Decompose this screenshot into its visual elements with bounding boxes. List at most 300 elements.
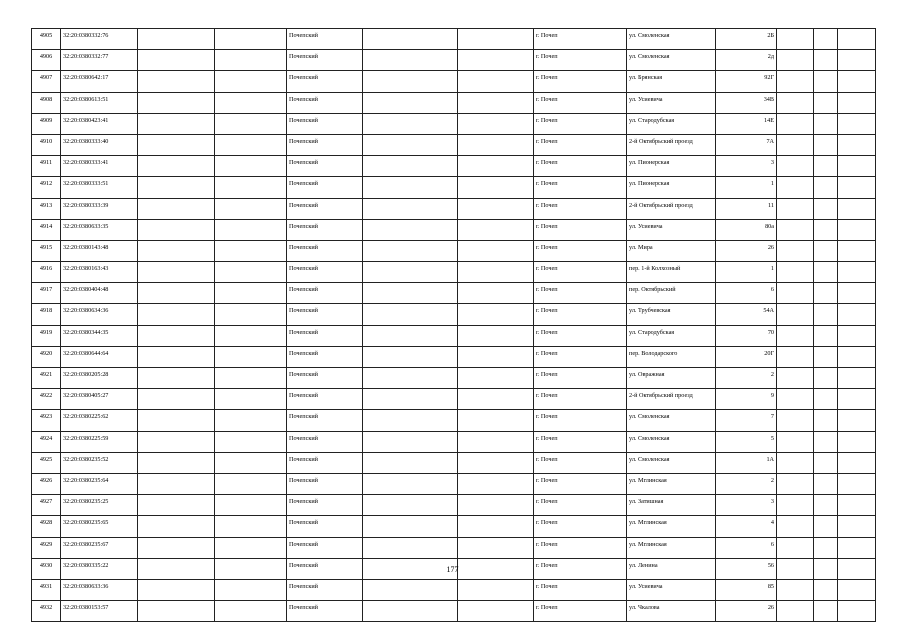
street-name: пер. Володарского <box>627 346 716 367</box>
empty-cell <box>814 92 838 113</box>
row-number: 4913 <box>32 198 61 219</box>
empty-cell <box>777 92 814 113</box>
empty-cell <box>777 325 814 346</box>
table-row <box>32 177 876 198</box>
street-name: ул. Мглинская <box>627 516 716 537</box>
cadastral-number: 32:20:0380405:27 <box>61 389 138 410</box>
street-name: ул. Смоленская <box>627 452 716 473</box>
empty-cell <box>777 346 814 367</box>
house-number: 5 <box>716 431 777 452</box>
empty-cell <box>458 325 534 346</box>
street-name: ул. Усиевича <box>627 92 716 113</box>
district-name: Почепский <box>287 113 363 134</box>
empty-cell <box>814 29 838 50</box>
empty-cell <box>215 177 287 198</box>
empty-cell <box>215 92 287 113</box>
empty-cell <box>215 29 287 50</box>
street-name: ул. Овражная <box>627 368 716 389</box>
empty-cell <box>838 156 876 177</box>
table-row <box>32 368 876 389</box>
empty-cell <box>363 92 458 113</box>
row-number: 4930 <box>32 558 61 579</box>
row-number: 4907 <box>32 71 61 92</box>
table-row <box>32 473 876 494</box>
locality-name: г. Почеп <box>534 240 627 261</box>
empty-cell <box>838 283 876 304</box>
district-name: Почепский <box>287 304 363 325</box>
district-name: Почепский <box>287 389 363 410</box>
empty-cell <box>363 219 458 240</box>
house-number: 56 <box>716 558 777 579</box>
district-name: Почепский <box>287 134 363 155</box>
empty-cell <box>215 346 287 367</box>
empty-cell <box>814 177 838 198</box>
empty-cell <box>215 537 287 558</box>
cadastral-number: 32:20:0380633:36 <box>61 579 138 600</box>
empty-cell <box>138 177 215 198</box>
empty-cell <box>215 50 287 71</box>
empty-cell <box>814 156 838 177</box>
locality-name: г. Почеп <box>534 304 627 325</box>
empty-cell <box>215 325 287 346</box>
locality-name: г. Почеп <box>534 410 627 431</box>
empty-cell <box>458 579 534 600</box>
street-name: 2-й Октябрьский проезд <box>627 198 716 219</box>
locality-name: г. Почеп <box>534 219 627 240</box>
house-number: 26 <box>716 240 777 261</box>
empty-cell <box>814 346 838 367</box>
empty-cell <box>458 452 534 473</box>
row-number: 4921 <box>32 368 61 389</box>
district-name: Почепский <box>287 198 363 219</box>
house-number: 20Г <box>716 346 777 367</box>
row-number: 4906 <box>32 50 61 71</box>
house-number: 4 <box>716 516 777 537</box>
empty-cell <box>215 368 287 389</box>
cadastral-number: 32:20:0380333:39 <box>61 198 138 219</box>
locality-name: г. Почеп <box>534 516 627 537</box>
empty-cell <box>838 537 876 558</box>
empty-cell <box>814 283 838 304</box>
empty-cell <box>138 304 215 325</box>
cadastral-number: 32:20:0380642:17 <box>61 71 138 92</box>
empty-cell <box>838 134 876 155</box>
house-number: 1 <box>716 177 777 198</box>
empty-cell <box>814 452 838 473</box>
table-row <box>32 325 876 346</box>
street-name: ул. Ленина <box>627 558 716 579</box>
empty-cell <box>363 516 458 537</box>
district-name: Почепский <box>287 219 363 240</box>
district-name: Почепский <box>287 431 363 452</box>
empty-cell <box>138 325 215 346</box>
empty-cell <box>838 262 876 283</box>
table-row <box>32 304 876 325</box>
locality-name: г. Почеп <box>534 579 627 600</box>
row-number: 4929 <box>32 537 61 558</box>
empty-cell <box>363 50 458 71</box>
empty-cell <box>838 368 876 389</box>
row-number: 4908 <box>32 92 61 113</box>
house-number: 26 <box>716 601 777 622</box>
empty-cell <box>814 134 838 155</box>
empty-cell <box>814 219 838 240</box>
house-number: 1А <box>716 452 777 473</box>
empty-cell <box>363 473 458 494</box>
empty-cell <box>777 368 814 389</box>
house-number: 92Г <box>716 71 777 92</box>
street-name: ул. Стародубская <box>627 325 716 346</box>
street-name: ул. Пионерская <box>627 156 716 177</box>
empty-cell <box>138 368 215 389</box>
house-number: 9 <box>716 389 777 410</box>
cadastral-number: 32:20:0380143:48 <box>61 240 138 261</box>
district-name: Почепский <box>287 516 363 537</box>
cadastral-number: 32:20:0380634:36 <box>61 304 138 325</box>
locality-name: г. Почеп <box>534 325 627 346</box>
row-number: 4931 <box>32 579 61 600</box>
empty-cell <box>814 240 838 261</box>
empty-cell <box>458 601 534 622</box>
empty-cell <box>363 452 458 473</box>
empty-cell <box>777 113 814 134</box>
empty-cell <box>458 304 534 325</box>
empty-cell <box>138 473 215 494</box>
empty-cell <box>215 410 287 431</box>
locality-name: г. Почеп <box>534 262 627 283</box>
empty-cell <box>838 389 876 410</box>
locality-name: г. Почеп <box>534 368 627 389</box>
table-row <box>32 452 876 473</box>
district-name: Почепский <box>287 368 363 389</box>
empty-cell <box>777 452 814 473</box>
locality-name: г. Почеп <box>534 452 627 473</box>
table-row <box>32 219 876 240</box>
empty-cell <box>458 262 534 283</box>
empty-cell <box>838 325 876 346</box>
district-name: Почепский <box>287 29 363 50</box>
empty-cell <box>838 579 876 600</box>
table-row <box>32 262 876 283</box>
empty-cell <box>363 156 458 177</box>
table-row <box>32 579 876 600</box>
empty-cell <box>363 113 458 134</box>
street-name: пер. Октябрьский <box>627 283 716 304</box>
locality-name: г. Почеп <box>534 29 627 50</box>
empty-cell <box>215 240 287 261</box>
empty-cell <box>215 134 287 155</box>
district-name: Почепский <box>287 262 363 283</box>
empty-cell <box>363 240 458 261</box>
row-number: 4932 <box>32 601 61 622</box>
table-row <box>32 389 876 410</box>
page-number: 177 <box>446 565 459 574</box>
empty-cell <box>363 537 458 558</box>
empty-cell <box>363 71 458 92</box>
house-number: 2д <box>716 50 777 71</box>
street-name: ул. Стародубская <box>627 113 716 134</box>
street-name: ул. Мглинская <box>627 537 716 558</box>
empty-cell <box>458 219 534 240</box>
empty-cell <box>777 473 814 494</box>
cadastral-number: 32:20:0380225:59 <box>61 431 138 452</box>
locality-name: г. Почеп <box>534 113 627 134</box>
empty-cell <box>215 452 287 473</box>
empty-cell <box>777 304 814 325</box>
cadastral-number: 32:20:0380613:51 <box>61 92 138 113</box>
empty-cell <box>363 177 458 198</box>
empty-cell <box>138 283 215 304</box>
street-name: 2-й Октябрьский проезд <box>627 134 716 155</box>
house-number: 54А <box>716 304 777 325</box>
empty-cell <box>215 198 287 219</box>
row-number: 4926 <box>32 473 61 494</box>
empty-cell <box>458 156 534 177</box>
street-name: ул. Мглинская <box>627 473 716 494</box>
empty-cell <box>838 177 876 198</box>
locality-name: г. Почеп <box>534 558 627 579</box>
row-number: 4910 <box>32 134 61 155</box>
district-name: Почепский <box>287 346 363 367</box>
empty-cell <box>138 29 215 50</box>
cadastral-number: 32:20:0380235:67 <box>61 537 138 558</box>
empty-cell <box>138 495 215 516</box>
cadastral-number: 32:20:0380333:40 <box>61 134 138 155</box>
empty-cell <box>363 198 458 219</box>
table-row <box>32 198 876 219</box>
cadastral-number: 32:20:0380335:22 <box>61 558 138 579</box>
locality-name: г. Почеп <box>534 389 627 410</box>
empty-cell <box>138 601 215 622</box>
cadastral-number: 32:20:0380332:77 <box>61 50 138 71</box>
empty-cell <box>777 431 814 452</box>
district-name: Почепский <box>287 325 363 346</box>
empty-cell <box>138 262 215 283</box>
empty-cell <box>458 240 534 261</box>
empty-cell <box>814 410 838 431</box>
district-name: Почепский <box>287 71 363 92</box>
locality-name: г. Почеп <box>534 198 627 219</box>
street-name: пер. 1-й Колхозный <box>627 262 716 283</box>
street-name: ул. Пионерская <box>627 177 716 198</box>
row-number: 4920 <box>32 346 61 367</box>
empty-cell <box>138 346 215 367</box>
cadastral-number: 32:20:0380235:52 <box>61 452 138 473</box>
cadastral-number: 32:20:0380423:41 <box>61 113 138 134</box>
house-number: 70 <box>716 325 777 346</box>
street-name: ул. Трубчевская <box>627 304 716 325</box>
empty-cell <box>814 325 838 346</box>
cadastral-number: 32:20:0380333:41 <box>61 156 138 177</box>
cadastral-number: 32:20:0380333:51 <box>61 177 138 198</box>
empty-cell <box>458 431 534 452</box>
empty-cell <box>777 71 814 92</box>
table-row <box>32 240 876 261</box>
empty-cell <box>138 134 215 155</box>
cadastral-number: 32:20:0380163:43 <box>61 262 138 283</box>
district-name: Почепский <box>287 537 363 558</box>
house-number: 2Б <box>716 29 777 50</box>
street-name: ул. Смоленская <box>627 29 716 50</box>
empty-cell <box>138 198 215 219</box>
empty-cell <box>363 579 458 600</box>
table-row <box>32 410 876 431</box>
locality-name: г. Почеп <box>534 92 627 113</box>
empty-cell <box>814 198 838 219</box>
empty-cell <box>458 410 534 431</box>
empty-cell <box>458 473 534 494</box>
house-number: 3 <box>716 495 777 516</box>
house-number: 85 <box>716 579 777 600</box>
empty-cell <box>138 71 215 92</box>
cadastral-number: 32:20:0380644:64 <box>61 346 138 367</box>
empty-cell <box>138 579 215 600</box>
row-number: 4915 <box>32 240 61 261</box>
empty-cell <box>777 537 814 558</box>
empty-cell <box>215 473 287 494</box>
empty-cell <box>777 579 814 600</box>
empty-cell <box>363 134 458 155</box>
district-name: Почепский <box>287 177 363 198</box>
empty-cell <box>777 283 814 304</box>
empty-cell <box>363 346 458 367</box>
house-number: 14Е <box>716 113 777 134</box>
locality-name: г. Почеп <box>534 156 627 177</box>
empty-cell <box>777 29 814 50</box>
district-name: Почепский <box>287 92 363 113</box>
table-row <box>32 134 876 155</box>
locality-name: г. Почеп <box>534 346 627 367</box>
table-row <box>32 113 876 134</box>
table-row <box>32 537 876 558</box>
house-number: 7А <box>716 134 777 155</box>
empty-cell <box>215 113 287 134</box>
empty-cell <box>215 262 287 283</box>
empty-cell <box>777 601 814 622</box>
empty-cell <box>838 601 876 622</box>
table-row <box>32 601 876 622</box>
empty-cell <box>814 579 838 600</box>
house-number: 1 <box>716 262 777 283</box>
row-number: 4909 <box>32 113 61 134</box>
house-number: 11 <box>716 198 777 219</box>
row-number: 4919 <box>32 325 61 346</box>
empty-cell <box>138 50 215 71</box>
empty-cell <box>458 368 534 389</box>
empty-cell <box>838 473 876 494</box>
empty-cell <box>363 389 458 410</box>
empty-cell <box>777 156 814 177</box>
empty-cell <box>363 495 458 516</box>
empty-cell <box>363 410 458 431</box>
empty-cell <box>814 431 838 452</box>
table-row <box>32 92 876 113</box>
empty-cell <box>458 71 534 92</box>
row-number: 4923 <box>32 410 61 431</box>
cadastral-number: 32:20:0380153:57 <box>61 601 138 622</box>
empty-cell <box>138 219 215 240</box>
empty-cell <box>838 50 876 71</box>
district-name: Почепский <box>287 50 363 71</box>
empty-cell <box>458 198 534 219</box>
empty-cell <box>458 346 534 367</box>
empty-cell <box>838 346 876 367</box>
empty-cell <box>138 452 215 473</box>
table-row <box>32 516 876 537</box>
row-number: 4918 <box>32 304 61 325</box>
district-name: Почепский <box>287 452 363 473</box>
empty-cell <box>458 29 534 50</box>
empty-cell <box>138 410 215 431</box>
empty-cell <box>458 537 534 558</box>
empty-cell <box>838 431 876 452</box>
table-row <box>32 346 876 367</box>
locality-name: г. Почеп <box>534 495 627 516</box>
row-number: 4917 <box>32 283 61 304</box>
empty-cell <box>363 283 458 304</box>
district-name: Почепский <box>287 156 363 177</box>
locality-name: г. Почеп <box>534 71 627 92</box>
empty-cell <box>215 579 287 600</box>
empty-cell <box>814 368 838 389</box>
empty-cell <box>814 495 838 516</box>
empty-cell <box>814 262 838 283</box>
table-row <box>32 495 876 516</box>
table-row <box>32 50 876 71</box>
street-name: ул. Мира <box>627 240 716 261</box>
empty-cell <box>838 304 876 325</box>
empty-cell <box>458 177 534 198</box>
house-number: 34В <box>716 92 777 113</box>
cadastral-number: 32:20:0380633:35 <box>61 219 138 240</box>
empty-cell <box>838 71 876 92</box>
row-number: 4905 <box>32 29 61 50</box>
house-number: 7 <box>716 410 777 431</box>
locality-name: г. Почеп <box>534 537 627 558</box>
registry-body <box>32 29 876 622</box>
table-row <box>32 29 876 50</box>
street-name: ул. Чкалова <box>627 601 716 622</box>
row-number: 4924 <box>32 431 61 452</box>
empty-cell <box>838 219 876 240</box>
empty-cell <box>838 452 876 473</box>
empty-cell <box>138 537 215 558</box>
cadastral-number: 32:20:0380205:28 <box>61 368 138 389</box>
empty-cell <box>458 50 534 71</box>
locality-name: г. Почеп <box>534 50 627 71</box>
row-number: 4928 <box>32 516 61 537</box>
district-name: Почепский <box>287 240 363 261</box>
cadastral-number: 32:20:0380235:64 <box>61 473 138 494</box>
empty-cell <box>363 304 458 325</box>
empty-cell <box>215 219 287 240</box>
district-name: Почепский <box>287 473 363 494</box>
empty-cell <box>138 92 215 113</box>
district-name: Почепский <box>287 283 363 304</box>
empty-cell <box>215 71 287 92</box>
empty-cell <box>814 304 838 325</box>
empty-cell <box>363 601 458 622</box>
empty-cell <box>458 113 534 134</box>
empty-cell <box>814 113 838 134</box>
street-name: ул. Смоленская <box>627 50 716 71</box>
locality-name: г. Почеп <box>534 473 627 494</box>
empty-cell <box>777 219 814 240</box>
table-row <box>32 283 876 304</box>
empty-cell <box>777 134 814 155</box>
empty-cell <box>458 495 534 516</box>
empty-cell <box>215 516 287 537</box>
